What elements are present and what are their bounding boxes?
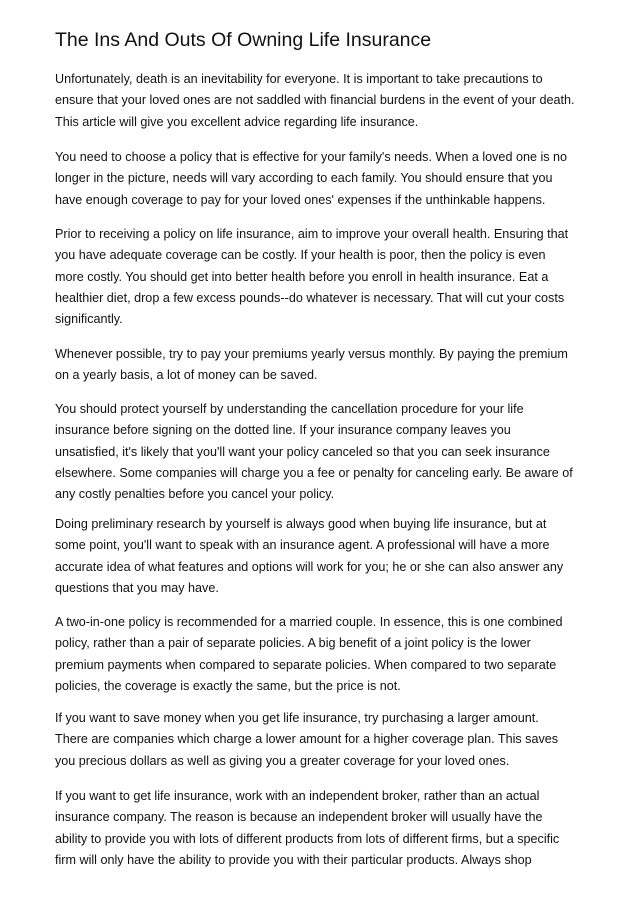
text-line: Prior to receiving a policy on life insurance, aim to improve your overall health. Ensuring that — [55, 227, 569, 241]
text-line: on a yearly basis, a lot of money can be saved. — [55, 368, 318, 383]
paragraph-intro — [55, 69, 574, 133]
text-line: policy, rather than a pair of separate policies. A big benefit of a joint policy is the lower — [55, 636, 531, 651]
text-line: You should protect yourself by understanding the cancellation procedure for your life — [55, 402, 524, 416]
text-line: more costly. You should get into better health before you enroll in health insurance. Eat a — [55, 269, 549, 284]
paragraph-research — [55, 514, 563, 599]
text-line: insurance before signing on the dotted line. If your insurance company leaves you — [55, 423, 511, 438]
text-line: Unfortunately, death is an inevitability for everyone. It is important to take precautions to — [55, 72, 543, 86]
paragraph-broker — [55, 786, 559, 871]
text-line: policies, the coverage is exactly the same, but the price is not. — [55, 678, 401, 693]
text-line: questions that you may have. — [55, 580, 219, 595]
text-line: unsatisfied, it's likely that you'll want your policy canceled so that you can seek insurance — [55, 444, 550, 459]
text-line: ensure that your loved ones are not saddled with financial burdens in the event of your death. — [55, 93, 575, 108]
text-line: Whenever possible, try to pay your premiums yearly versus monthly. By paying the premium — [55, 347, 568, 361]
text-line: some point, you'll want to speak with an insurance agent. A professional will have a more — [55, 538, 550, 553]
paragraph-health — [55, 224, 568, 330]
text-line: any costly penalties before you cancel your policy. — [55, 487, 335, 502]
text-line: have enough coverage to pay for your loved ones' expenses if the unthinkable happens. — [55, 192, 546, 207]
text-line: ability to provide you with lots of different products from lots of different firms, but a specific — [55, 831, 560, 846]
text-line: firm will only have the ability to provide you with their particular products. Always shop — [55, 852, 532, 867]
text-line: significantly. — [55, 312, 123, 327]
paragraph-premiums — [55, 344, 568, 387]
text-line: If you want to get life insurance, work with an independent broker, rather than an actual — [55, 789, 540, 803]
text-line: longer in the picture, needs will vary according to each family. You should ensure that you — [55, 171, 553, 186]
paragraph-larger-amount — [55, 708, 558, 772]
text-line: A two-in-one policy is recommended for a married couple. In essence, this is one combined — [55, 615, 563, 629]
text-line: This article will give you excellent advice regarding life insurance. — [55, 114, 419, 129]
paragraph-family-needs — [55, 147, 567, 211]
text-line: you have adequate coverage can be costly. If your health is poor, then the policy is even — [55, 248, 546, 263]
paragraph-joint-policy — [55, 612, 563, 697]
text-line: insurance company. The reason is because an independent broker will usually have the — [55, 810, 543, 825]
text-line: Doing preliminary research by yourself is always good when buying life insurance, but at — [55, 517, 547, 531]
text-line: accurate idea of what features and options will work for you; he or she can also answer any — [55, 559, 564, 574]
text-line: premium payments when compared to separate policies. When compared to two separate — [55, 657, 557, 672]
text-line: healthier diet, drop a few excess pounds--do whatever is necessary. That will cut your costs — [55, 290, 565, 305]
text-line: elsewhere. Some companies will charge you a fee or penalty for canceling early. Be aware of — [55, 465, 573, 480]
text-line: You need to choose a policy that is effective for your family's needs. When a loved one is no — [55, 150, 568, 164]
text-line: you precious dollars as well as giving you a greater coverage for your loved ones. — [55, 753, 510, 768]
paragraph-cancellation — [55, 399, 573, 505]
text-line: There are companies which charge a lower amount for a higher coverage plan. This saves — [55, 732, 559, 747]
page-title: The Ins And Outs Of Owning Life Insurance — [55, 29, 432, 51]
text-line: If you want to save money when you get life insurance, try purchasing a larger amount. — [55, 711, 539, 725]
